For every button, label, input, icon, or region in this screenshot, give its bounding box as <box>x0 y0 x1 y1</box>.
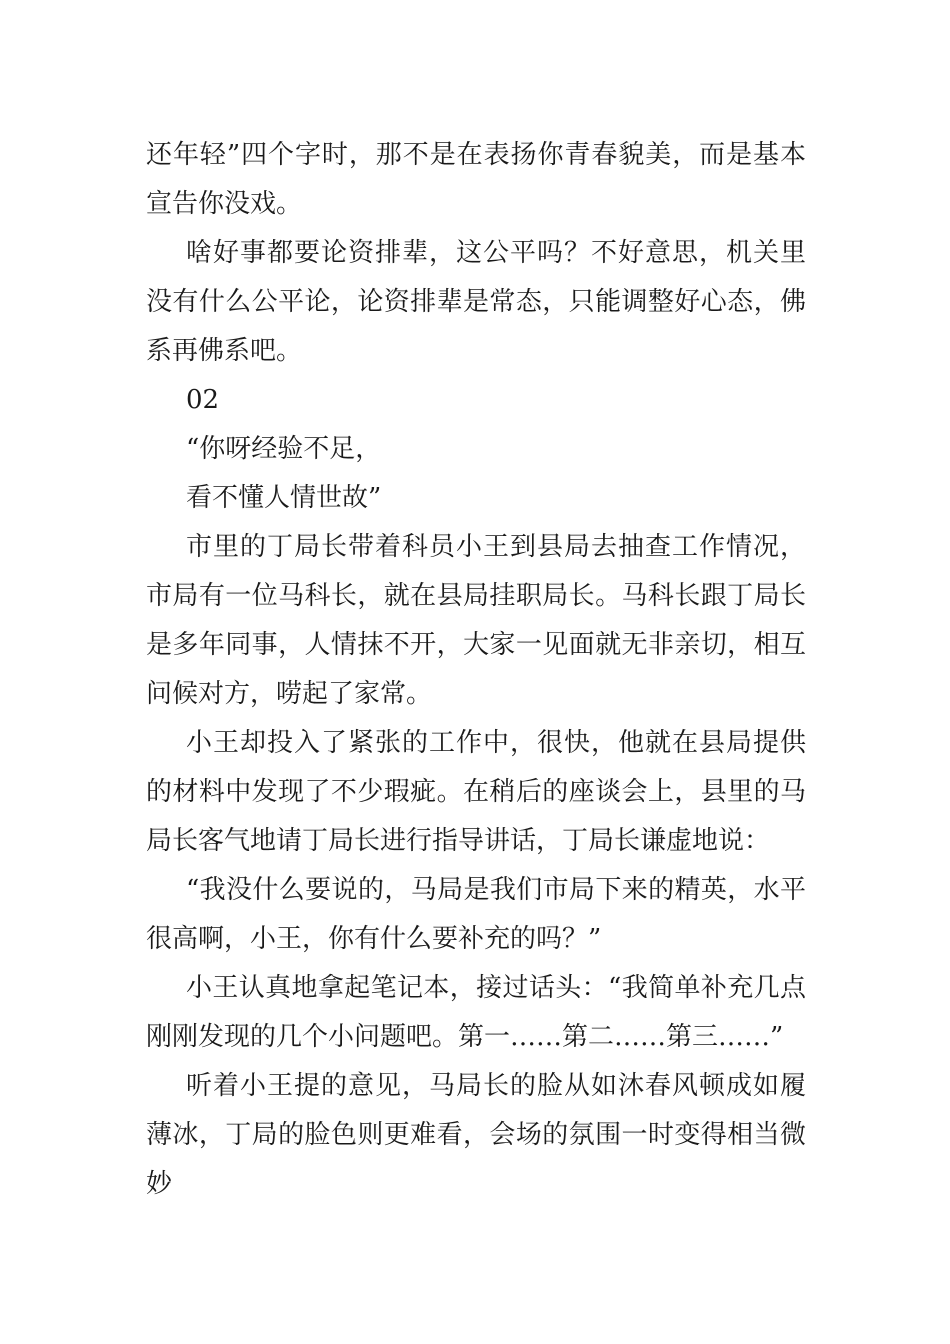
paragraph-seniority: 啥好事都要论资排辈，这公平吗？不好意思，机关里没有什么公平论，论资排辈是常态，只能调整好心态，佛系再佛系吧。 <box>146 238 806 366</box>
section-number: 02 <box>186 385 220 415</box>
paragraph-xiaowang-reply: 小王认真地拿起笔记本，接过话头：“我简单补充几点刚刚发现的几个小问题吧。第一……第二……第三……” <box>146 973 806 1052</box>
section-heading-line-2: 看不懂人情世故” <box>186 483 382 513</box>
paragraph-reaction: 听着小王提的意见，马局长的脸从如沐春风顿成如履薄冰，丁局的脸色则更难看，会场的氛围一时变得相当微妙 <box>146 1071 806 1199</box>
section-heading-line-1: “你呀经验不足， <box>186 434 382 464</box>
paragraph-inspection: 市里的丁局长带着科员小王到县局去抽查工作情况，市局有一位马科长，就在县局挂职局长。马科长跟丁局长是多年同事，人情抹不开，大家一见面就无非亲切，相互问候对方，唠起了家常。 <box>146 532 806 709</box>
paragraph-director-quote: “我没什么要说的，马局是我们市局下来的精英，水平很高啊，小王，你有什么要补充的吗？” <box>146 875 806 954</box>
paragraph-continuation: 还年轻”四个字时，那不是在表扬你青春貌美，而是基本宣告你没戏。 <box>146 140 806 219</box>
paragraph-xiaowang-work: 小王却投入了紧张的工作中，很快，他就在县局提供的材料中发现了不少瑕疵。在稍后的座谈会上，县里的马局长客气地请丁局长进行指导讲话，丁局长谦虚地说： <box>146 728 806 856</box>
document-body <box>146 131 806 1209</box>
